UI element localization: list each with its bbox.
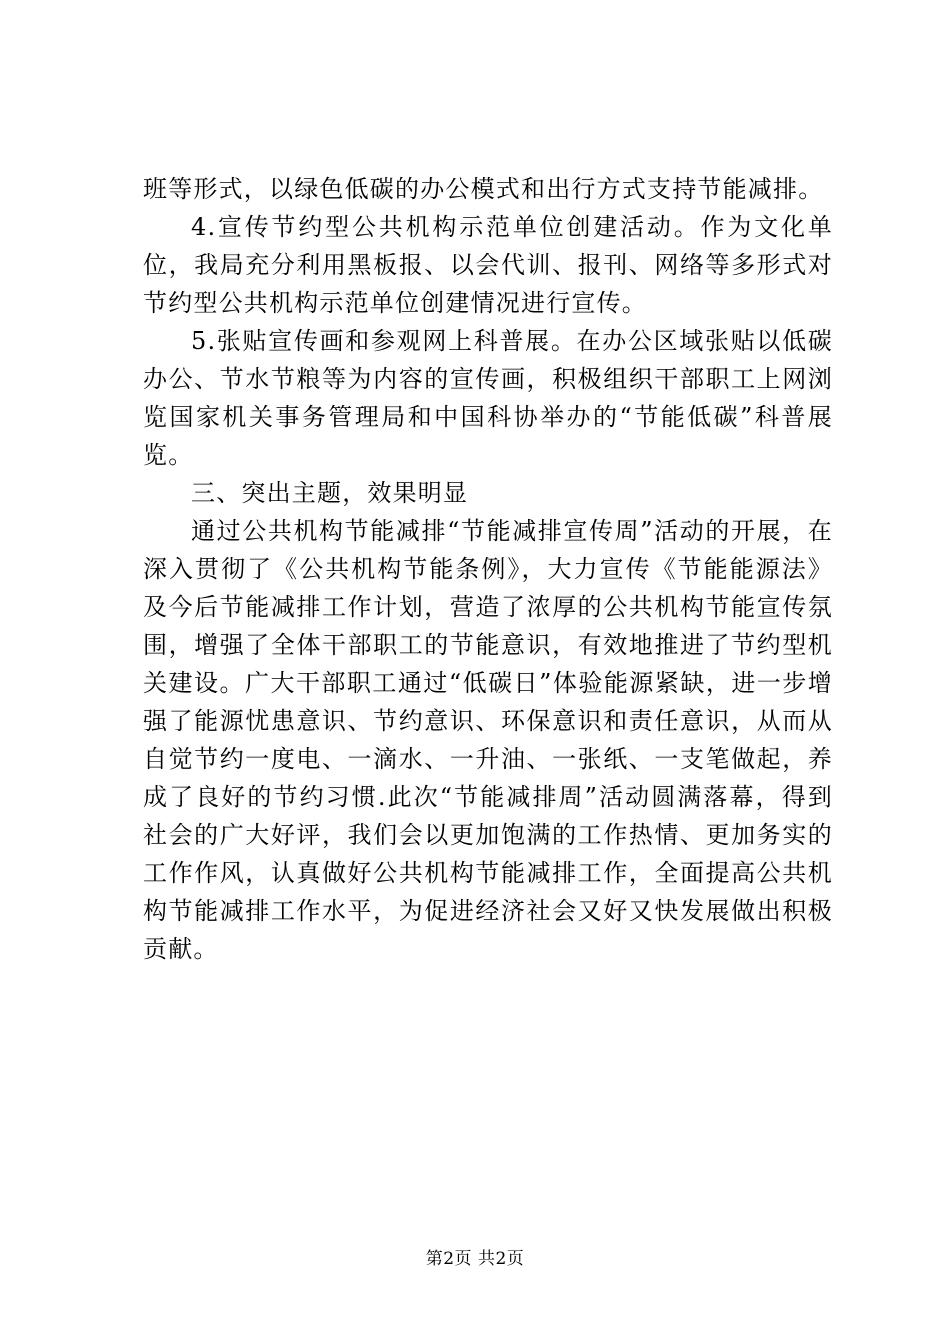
document-body [143,170,833,968]
section-heading: 三、突出主题，效果明显 [191,479,469,507]
paragraph-item-5: 5.张贴宣传画和参观网上科普展。在办公区域张贴以低碳办公、节水节粮等为内容的宣传画，积极组织干部职工上网浏览国家机关事务管理局和中国科协举办的“节能低碳”科普展览。 [143,327,833,469]
paragraph-summary: 通过公共机构节能减排“节能减排宣传周”活动的开展，在深入贯彻了《公共机构节能条例》，大力宣传《节能能源法》及今后节能减排工作计划，营造了浓厚的公共机构节能宣传氛围，增强了全体干部职工的节能意识，有效地推进了节约型机关建设。广大干部职工通过“低碳日”体验能源紧缺，进一步增强了能源忧患意识、节约意识、环保意识和责任意识，从而从自觉节约一度电、一滴水、一升油、一张纸、一支笔做起，养成了良好的节约习惯.此次“节能减排周”活动圆满落幕，得到社会的广大好评，我们会以更加饱满的工作热情、更加务实的工作作风，认真做好公共机构节能减排工作，全面提高公共机构节能减排工作水平，为促进经济社会又好又快发展做出积极贡献。 [143,517,833,963]
page-number-footer: 第2页 共2页 [425,1249,525,1269]
paragraph-continuation: 班等形式，以绿色低碳的办公模式和出行方式支持节能减排。 [143,175,824,203]
paragraph-item-4: 4.宣传节约型公共机构示范单位创建活动。作为文化单位，我局充分利用黑板报、以会代训、报刊、网络等多形式对节约型公共机构示范单位创建情况进行宣传。 [143,213,833,317]
